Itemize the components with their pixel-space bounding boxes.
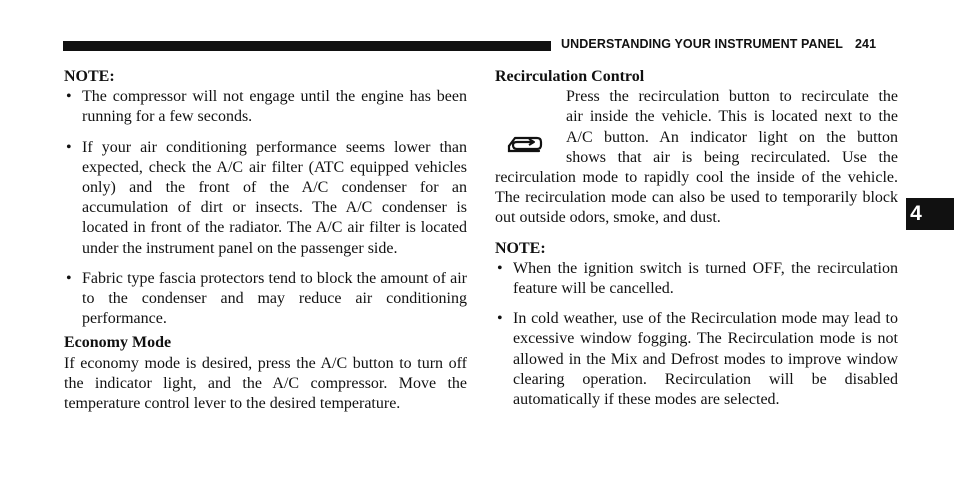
note-list [64,87,467,329]
running-header [561,37,876,51]
economy-mode-heading: Economy Mode [64,334,172,352]
list-item: • When the ignition switch is turned OFF, the recirculation feature will be cancelled. [495,259,898,299]
recirc-line: Press the recirculation button to recirculate the [566,88,898,106]
recirculation-section [495,87,898,228]
recirc-line: air inside the vehicle. This is located next to the [566,108,898,126]
recirculation-heading: Recirculation Control [495,68,645,85]
right-column [495,67,898,420]
header-title: UNDERSTANDING YOUR INSTRUMENT PANEL [561,37,843,51]
recirculation-icon [505,132,545,156]
header-rule [63,41,551,51]
recirculation-text: recirculation mode to rapidly cool the inside of the vehicle. The recirculation mode can also be used to temporarily block out outside odors, smoke, and dust. [495,169,898,227]
note-heading: NOTE: [64,68,115,85]
note-heading: NOTE: [495,239,546,257]
left-column [64,67,467,414]
recirc-line: shows that air is being recirculated. Use the [566,148,898,166]
chapter-tab: 4 [906,198,954,230]
list-item: • Fabric type fascia protectors tend to block the amount of air to the condenser and may reduce air conditioning performance. [64,269,467,330]
list-item: • The compressor will not engage until the engine has been running for a few seconds. [64,87,467,127]
list-item: • If your air conditioning performance seems lower than expected, check the A/C air filter (ATC equipped vehicles only) and the front of the A/C condenser for an accumulation of dirt or insects. The A/C condenser is located in front of the radiator. The A/C air filter is located under the instrument panel on the passenger side. [64,138,467,259]
economy-mode-text: If economy mode is desired, press the A/C button to turn off the indicator light, and the A/C compressor. Move the temperature control lever to the desired temperature. [64,354,467,413]
recirc-line: A/C button. An indicator light on the button [566,128,898,146]
page-number: 241 [854,37,877,51]
list-item: • In cold weather, use of the Recirculation mode may lead to excessive window fogging. The Recirculation mode is not allowed in the Mix and Defrost modes to improve window clearing operation. Recirculation will be disabled automatically if these modes are selected. [495,309,898,410]
note-list [495,259,898,410]
